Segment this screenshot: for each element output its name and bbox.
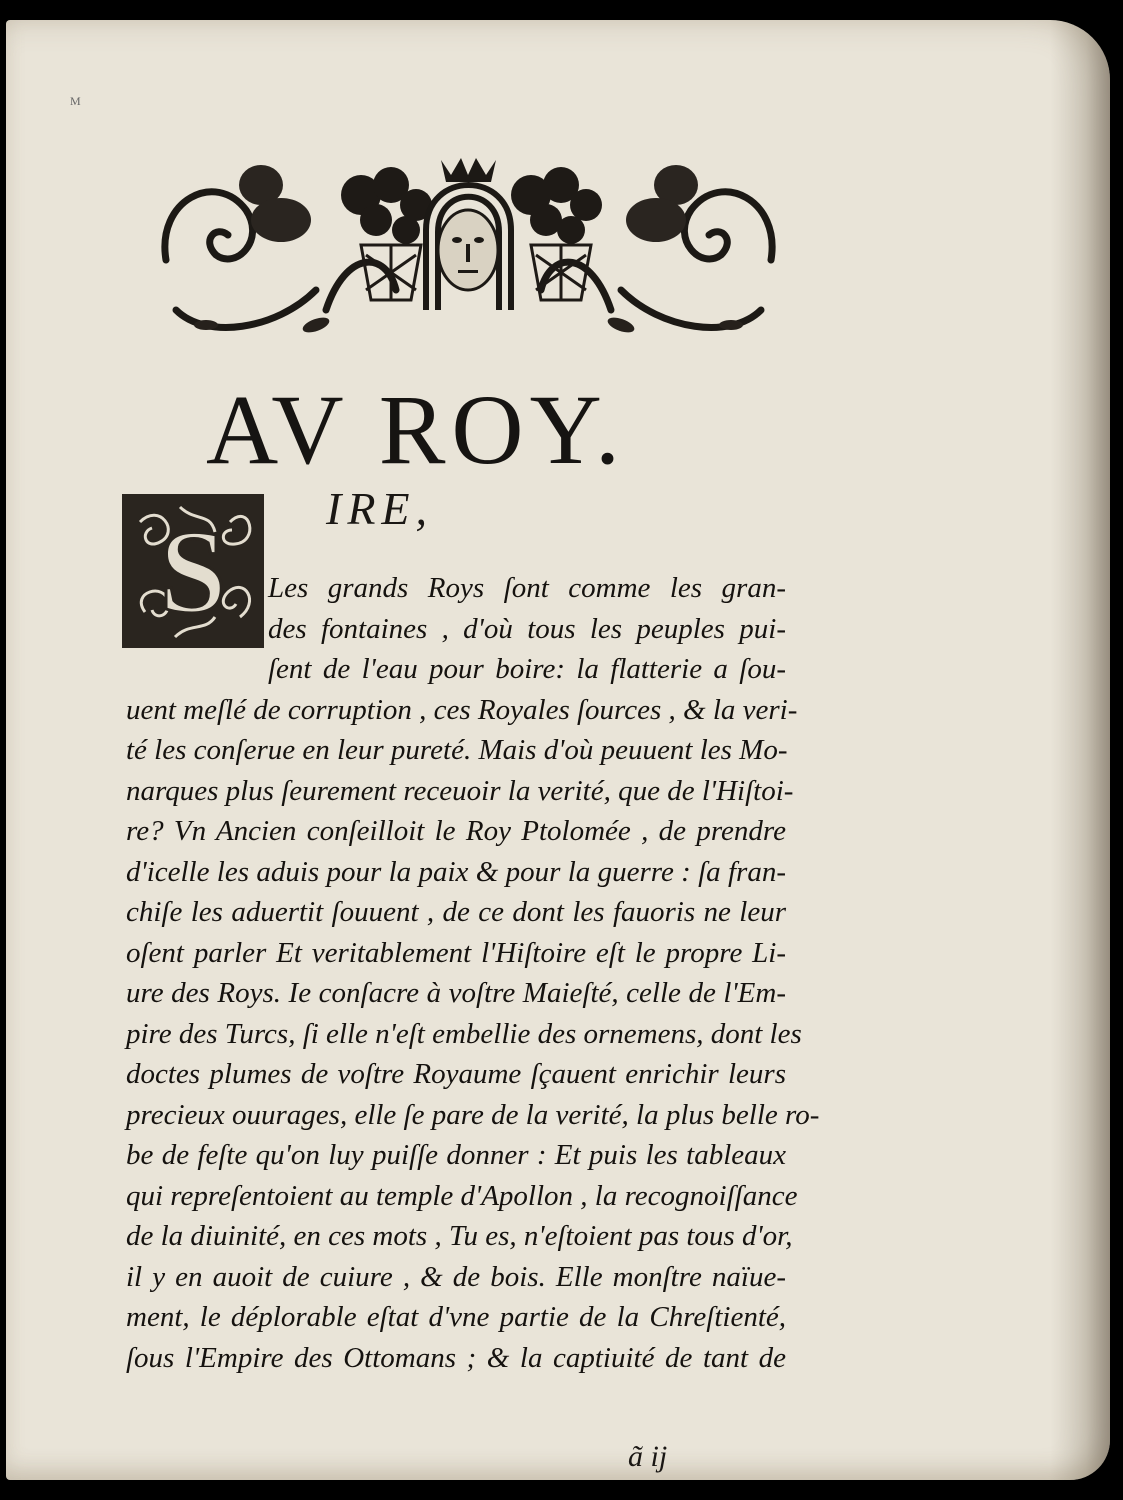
text-line: des fontaines , d'où tous les peuples pui- [268, 612, 786, 645]
page-title: AV ROY. [206, 374, 626, 485]
text-line: ure des Roys. Ie conſacre à voſtre Maieſté, celle de l'Em- [126, 977, 786, 1009]
text-line: ment, le déplorable eſtat d'vne partie de la Chreſtienté, [126, 1301, 786, 1333]
catchword-signature: ã ij [628, 1440, 668, 1473]
text-line: d'icelle les aduis pour la paix & pour la guerre : ſa fran- [126, 855, 786, 888]
text-line: ſous l'Empire des Ottomans ; & la captiuité de tant de [126, 1341, 786, 1374]
body-text [126, 568, 820, 1378]
text-line: narques plus ſeurement receuoir la verité, que de l'Hiſtoi- [126, 774, 794, 807]
text-line: Les grands Roys ſont comme les gran- [268, 572, 786, 604]
corner-mark: M [70, 94, 82, 108]
text-line: il y en auoit de cuiure , & de bois. Elle monſtre naïue- [126, 1260, 786, 1293]
initial-letter-glyph: S [159, 505, 227, 638]
title-block [206, 374, 906, 485]
text-line: uent meſlé de corruption , ces Royales ſources , & la veri- [126, 693, 798, 726]
text-line: pire des Turcs, ſi elle n'eſt embellie des ornemens, dont les [126, 1017, 802, 1050]
text-line: precieux ouurages, elle ſe pare de la verité, la plus belle ro- [126, 1098, 820, 1131]
text-line: ſent de l'eau pour boire: la flatterie a ſou- [268, 653, 786, 685]
text-line: té les conſerue en leur pureté. Mais d'où peuuent les Mo- [126, 734, 788, 766]
book-page [6, 20, 1110, 1480]
text-line: chiſe les aduertit ſouuent , de ce dont les fauoris ne leur [126, 896, 786, 928]
text-line: de la diuinité, en ces mots , Tu es, n'eſtoient pas tous d'or, [126, 1220, 793, 1252]
text-line: oſent parler Et veritablement l'Hiſtoire eſt le propre Li- [126, 936, 786, 969]
text-line: re? Vn Ancien conſeilloit le Roy Ptolomée , de prendre [126, 815, 786, 847]
woodcut-headpiece-ornament [146, 140, 791, 340]
salutation-text: IRE, [326, 483, 434, 534]
page-edge-shadow [1050, 20, 1110, 1480]
text-line: doctes plumes de voſtre Royaume ſçauent enrichir leurs [126, 1058, 786, 1090]
text-line: be de feſte qu'on luy puiſſe donner : Et puis les tableaux [126, 1139, 786, 1171]
text-line: qui repreſentoient au temple d'Apollon , la recognoiſſance [126, 1179, 798, 1212]
